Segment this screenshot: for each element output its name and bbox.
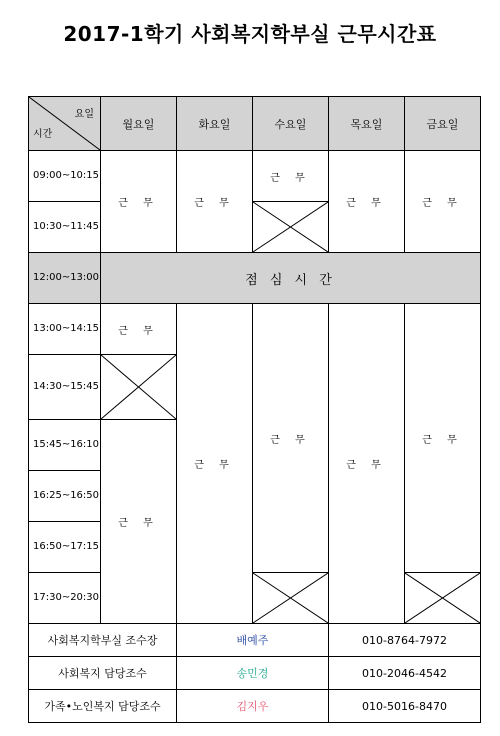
off-cell-mon (101, 355, 177, 420)
contact-name: 배예주 (177, 624, 329, 657)
work-cell-thu-am: 근 무 (329, 151, 405, 253)
work-cell-tue-am: 근 무 (177, 151, 253, 253)
work-cell-mon-pm2: 근 무 (101, 420, 177, 624)
contact-phone: 010-2046-4542 (329, 657, 481, 690)
corner-header (29, 97, 101, 151)
contact-name: 김지우 (177, 690, 329, 723)
off-cell-wed-evening (253, 573, 329, 624)
work-cell-fri-am: 근 무 (405, 151, 481, 253)
off-cell-fri-evening (405, 573, 481, 624)
time-slot: 13:00~14:15 (29, 304, 101, 355)
time-slot: 15:45~16:10 (29, 420, 101, 471)
time-slot: 16:25~16:50 (29, 471, 101, 522)
off-cell-wed (253, 202, 329, 253)
cross-mark (405, 573, 480, 623)
day-header-thu: 목요일 (329, 97, 405, 151)
work-cell-thu-pm: 근 무 (329, 304, 405, 624)
time-slot: 10:30~11:45 (29, 202, 101, 253)
page-title: 2017-1학기 사회복지학부실 근무시간표 (63, 22, 437, 46)
work-cell-tue-pm: 근 무 (177, 304, 253, 624)
contact-phone: 010-8764-7972 (329, 624, 481, 657)
cross-mark (101, 355, 176, 419)
cross-mark (253, 573, 328, 623)
work-cell-wed-am: 근 무 (253, 151, 329, 202)
contact-row (29, 624, 481, 657)
contact-role: 가족•노인복지 담당조수 (29, 690, 177, 723)
work-cell-mon-pm1: 근 무 (101, 304, 177, 355)
time-slot: 14:30~15:45 (29, 355, 101, 420)
work-cell-fri-pm: 근 무 (405, 304, 481, 573)
contact-role: 사회복지 담당조수 (29, 657, 177, 690)
corner-day-label: 요일 (74, 109, 94, 120)
corner-time-label: 시간 (33, 129, 53, 140)
time-slot: 17:30~20:30 (29, 573, 101, 624)
contact-name: 송민경 (177, 657, 329, 690)
time-slot: 12:00~13:00 (29, 253, 101, 304)
work-cell-wed-pm: 근 무 (253, 304, 329, 573)
lunch-cell: 점 심 시 간 (101, 253, 481, 304)
contact-row (29, 690, 481, 723)
time-slot: 16:50~17:15 (29, 522, 101, 573)
day-header-tue: 화요일 (177, 97, 253, 151)
cross-mark (253, 202, 328, 252)
contact-role: 사회복지학부실 조수장 (29, 624, 177, 657)
contact-row (29, 657, 481, 690)
day-header-wed: 수요일 (253, 97, 329, 151)
time-slot: 09:00~10:15 (29, 151, 101, 202)
day-header-fri: 금요일 (405, 97, 481, 151)
day-header-mon: 월요일 (101, 97, 177, 151)
contact-phone: 010-5016-8470 (329, 690, 481, 723)
schedule-table (28, 96, 481, 723)
work-cell-mon-am: 근 무 (101, 151, 177, 253)
